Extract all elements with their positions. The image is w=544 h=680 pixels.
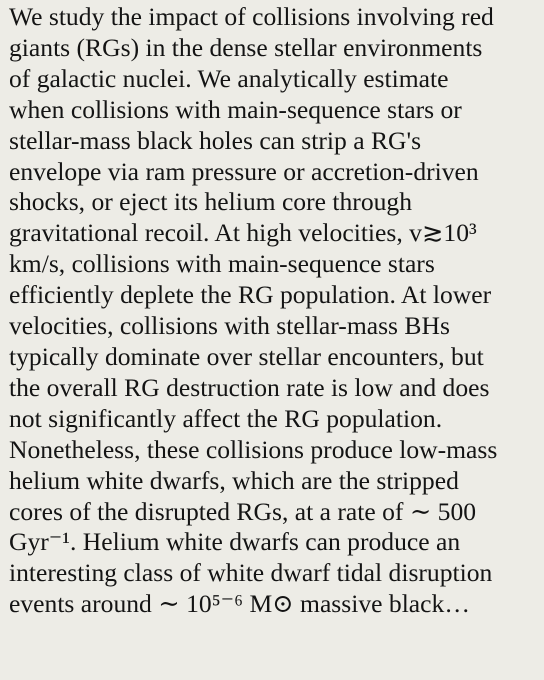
abstract-text — [9, 2, 539, 620]
abstract-line: km/s, collisions with main-sequence stars — [9, 249, 435, 279]
abstract-line: giants (RGs) in the dense stellar environments — [9, 32, 483, 62]
abstract-line: of galactic nuclei. We analytically estimate — [9, 63, 449, 93]
abstract-line: events around ∼ 10⁵⁻⁶ M⊙ massive black… — [9, 589, 470, 619]
abstract-line: interesting class of white dwarf tidal disruption — [9, 558, 493, 588]
abstract-line: Nonetheless, these collisions produce low-mass — [9, 434, 498, 464]
abstract-line: typically dominate over stellar encounters, but — [9, 341, 484, 371]
abstract-line: shocks, or eject its helium core through — [9, 187, 413, 217]
abstract-line: velocities, collisions with stellar-mass BHs — [9, 311, 450, 341]
abstract-line: envelope via ram pressure or accretion-driven — [9, 156, 479, 186]
abstract-line: cores of the disrupted RGs, at a rate of ∼ 500 — [9, 496, 477, 526]
abstract-line: the overall RG destruction rate is low and does — [9, 372, 490, 402]
abstract-line: not significantly affect the RG population. — [9, 403, 443, 433]
abstract-line: Gyr⁻¹. Helium white dwarfs can produce an — [9, 527, 461, 557]
abstract-line: efficiently deplete the RG population. At lower — [9, 280, 492, 310]
abstract-line: stellar-mass black holes can strip a RG's — [9, 125, 422, 155]
abstract-line: gravitational recoil. At high velocities, v≳10³ — [9, 218, 477, 248]
abstract-line: We study the impact of collisions involving red — [9, 2, 494, 31]
abstract-line: when collisions with main-sequence stars or — [9, 94, 462, 124]
abstract-line: helium white dwarfs, which are the stripped — [9, 465, 459, 495]
